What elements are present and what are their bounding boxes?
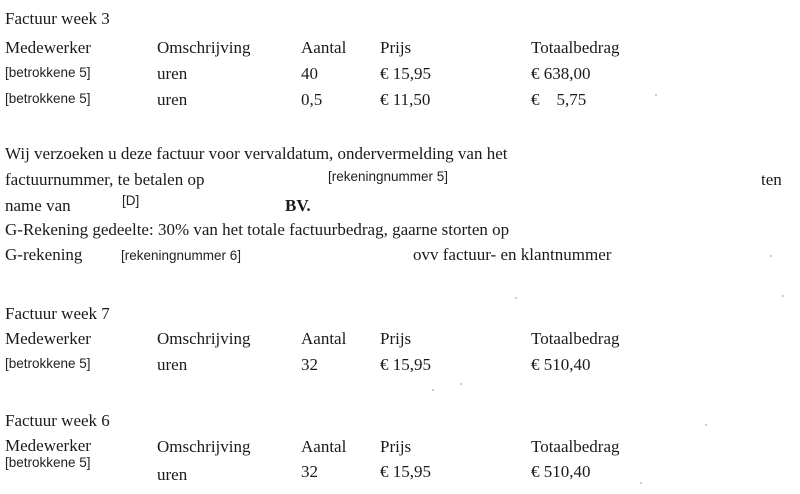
row-totaalbedrag: € 638,00 <box>531 64 591 83</box>
row-omschrijving: uren <box>157 90 188 109</box>
row-prijs: € 15,95 <box>380 462 431 481</box>
scan-speck <box>770 255 772 257</box>
header-omschrijving: Omschrijving <box>157 437 251 456</box>
row-medewerker: [betrokkene 5] <box>5 356 91 371</box>
scan-speck <box>460 383 462 385</box>
account-number-5: [rekeningnummer 5] <box>328 169 449 184</box>
row-prijs: € 15,95 <box>380 64 431 83</box>
row-medewerker: [betrokkene 5] <box>5 65 91 80</box>
row-totaalbedrag: € 510,40 <box>531 355 591 374</box>
company-name: [D] <box>122 193 140 208</box>
row-medewerker: [betrokkene 5] <box>5 91 91 106</box>
header-aantal: Aantal <box>301 329 347 348</box>
row-totaalbedrag: € 5,75 <box>531 90 587 109</box>
row-aantal: 0,5 <box>301 90 323 109</box>
scan-speck <box>655 94 657 96</box>
scan-speck <box>515 297 517 299</box>
header-medewerker: Medewerker <box>5 38 91 57</box>
header-aantal: Aantal <box>301 38 347 57</box>
row-totaalbedrag: € 510,40 <box>531 462 591 481</box>
row-aantal: 40 <box>301 64 318 83</box>
row-omschrijving: uren <box>157 64 188 83</box>
header-medewerker: Medewerker <box>5 329 91 348</box>
payment-line-2-end: ten <box>761 170 782 189</box>
payment-line-4: G-Rekening gedeelte: 30% van het totale factuurbedrag, gaarne storten op <box>5 220 510 239</box>
header-aantal: Aantal <box>301 437 347 456</box>
scan-speck <box>432 389 434 391</box>
header-prijs: Prijs <box>380 329 412 348</box>
row-omschrijving: uren <box>157 465 188 484</box>
scan-speck <box>782 295 784 297</box>
account-number-6: [rekeningnummer 6] <box>121 248 242 263</box>
payment-line-1: Wij verzoeken u deze factuur voor vervaldatum, ondervermelding van het <box>5 144 508 163</box>
payment-line-3-text: name van <box>5 196 71 215</box>
scan-speck <box>640 482 642 484</box>
row-aantal: 32 <box>301 355 318 374</box>
header-omschrijving: Omschrijving <box>157 38 251 57</box>
header-totaalbedrag: Totaalbedrag <box>531 329 620 348</box>
row-medewerker: [betrokkene 5] <box>5 455 91 470</box>
payment-line-5-text: G-rekening <box>5 245 83 264</box>
header-totaalbedrag: Totaalbedrag <box>531 38 620 57</box>
payment-line-5-end: ovv factuur- en klantnummer <box>413 245 612 264</box>
header-prijs: Prijs <box>380 38 412 57</box>
invoice-title: Factuur week 6 <box>5 411 110 430</box>
row-omschrijving: uren <box>157 355 188 374</box>
header-prijs: Prijs <box>380 437 412 456</box>
header-medewerker: Medewerker <box>5 436 91 455</box>
row-prijs: € 15,95 <box>380 355 431 374</box>
invoice-title: Factuur week 3 <box>5 9 110 28</box>
header-totaalbedrag: Totaalbedrag <box>531 437 620 456</box>
row-prijs: € 11,50 <box>380 90 431 109</box>
row-aantal: 32 <box>301 462 318 481</box>
header-omschrijving: Omschrijving <box>157 329 251 348</box>
scan-speck <box>705 424 707 426</box>
company-bv: BV. <box>285 196 311 215</box>
invoice-title: Factuur week 7 <box>5 304 110 323</box>
payment-line-2-text: factuurnummer, te betalen op <box>5 170 205 189</box>
